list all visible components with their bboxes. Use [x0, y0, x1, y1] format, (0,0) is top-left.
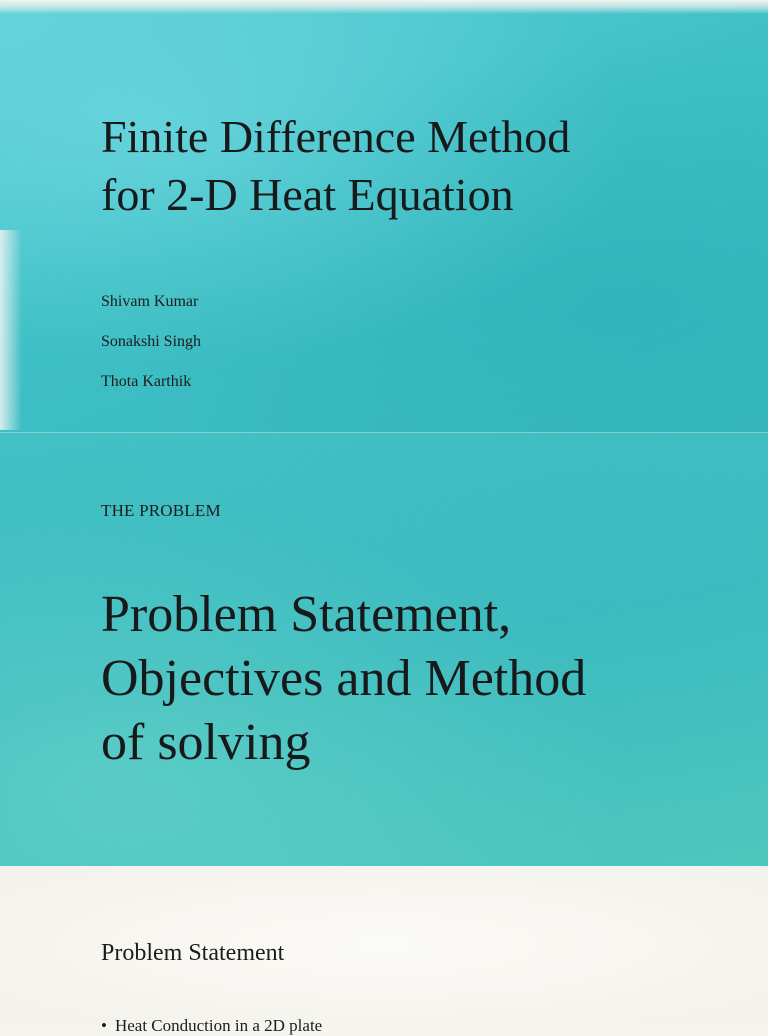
- slide-the-problem: [0, 432, 768, 867]
- slide-problem-statement: [0, 866, 768, 1035]
- title-line-1: Finite Difference Method: [101, 111, 571, 162]
- slide-title: [0, 0, 768, 432]
- bullet-icon: •: [101, 1016, 107, 1035]
- presentation-title: [101, 108, 570, 224]
- author-name: Thota Karthik: [101, 373, 192, 390]
- problem-statement-heading: Problem Statement: [101, 940, 285, 966]
- title-line-2: for 2-D Heat Equation: [101, 169, 514, 220]
- section-title: [101, 583, 586, 775]
- section-title-line-1: Problem Statement,: [101, 586, 512, 643]
- bullet-item: [101, 1016, 322, 1036]
- author-list: [101, 292, 201, 412]
- section-title-line-3: of solving: [101, 714, 311, 771]
- section-title-line-2: Objectives and Method: [101, 650, 587, 707]
- author-name: Sonakshi Singh: [101, 333, 202, 350]
- bullet-text: Heat Conduction in a 2D plate: [114, 1016, 323, 1035]
- section-kicker: THE PROBLEM: [101, 501, 221, 520]
- author-name: Shivam Kumar: [101, 293, 199, 310]
